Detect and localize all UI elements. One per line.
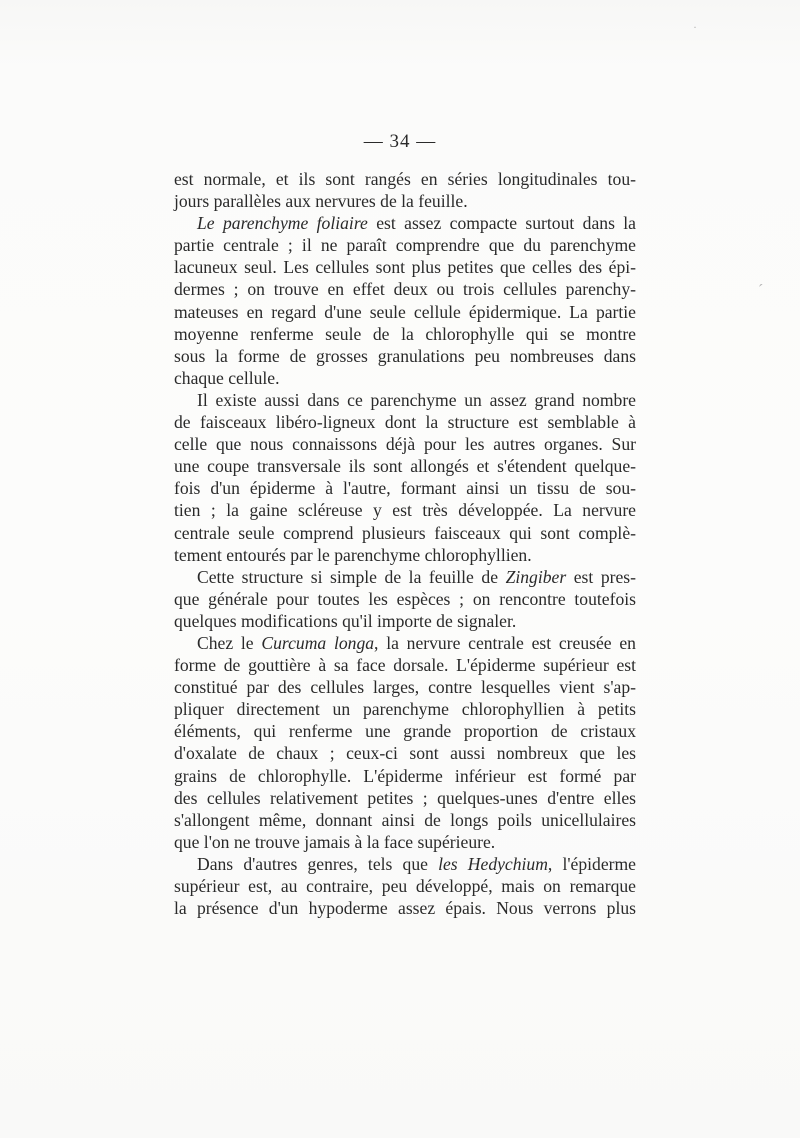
- text-line: une coupe transversale ils sont allongés et s'étendent quelque-: [174, 456, 636, 477]
- italic-term: Zingiber: [505, 566, 567, 587]
- text-line: s'allongent même, donnant ainsi de longs poils unicellulaires: [174, 809, 636, 830]
- text-line: mateuses en regard d'une seule cellule épidermique. La partie: [174, 301, 636, 322]
- italic-term: Curcuma longa: [261, 632, 375, 653]
- text-line: pliquer directement un parenchyme chlorophyllien à petits: [174, 699, 636, 720]
- text-line: grains de chlorophylle. L'épiderme inférieur est formé par: [174, 765, 636, 786]
- text-line: que générale pour toutes les espèces ; on rencontre toutefois: [174, 588, 636, 609]
- text-line: Dans d'autres genres, tels que les Hedychium, l'épiderme: [197, 853, 636, 874]
- text-line: jours parallèles aux nervures de la feuille.: [174, 191, 468, 212]
- text-line: centrale seule comprend plusieurs faisceaux qui sont complè-: [174, 522, 636, 543]
- text-line: Il existe aussi dans ce parenchyme un assez grand nombre: [197, 389, 636, 410]
- text-line: est normale, et ils sont rangés en séries longitudinales tou-: [174, 169, 636, 189]
- text-line: chaque cellule.: [174, 367, 280, 388]
- text-line: moyenne renferme seule de la chlorophylle qui se montre: [174, 323, 636, 344]
- text-line: éléments, qui renferme une grande proportion de cristaux: [174, 721, 636, 742]
- text-line: tien ; la gaine scléreuse y est très développée. La nervure: [174, 500, 636, 521]
- text-line: quelques modifications qu'il importe de signaler.: [174, 610, 517, 631]
- paper-mark: ·: [693, 20, 697, 34]
- text-line: Cette structure si simple de la feuille de Zingiber est pres-: [197, 566, 636, 587]
- text-line: des cellules relativement petites ; quelques-unes d'entre elles: [174, 787, 636, 808]
- paper-mark: ˊ: [758, 282, 764, 299]
- page-number: — 34 —: [363, 131, 437, 152]
- text-line: sous la forme de grosses granulations peu nombreuses dans: [174, 345, 636, 366]
- text-line: supérieur est, au contraire, peu développé, mais on remarque: [174, 876, 636, 896]
- text-line: Le parenchyme foliaire est assez compacte surtout dans la: [197, 213, 636, 234]
- text-line: de faisceaux libéro-ligneux dont la structure est semblable à: [174, 412, 636, 433]
- text-line: dermes ; on trouve en effet deux ou trois cellules parenchy-: [174, 279, 636, 300]
- italic-term: Le parenchyme foliaire: [197, 213, 368, 234]
- italic-term: les Hedychium: [438, 853, 548, 874]
- text-line: constitué par des cellules larges, contre lesquelles vient s'ap-: [174, 677, 636, 698]
- text-line: partie centrale ; il ne paraît comprendre que du parenchyme: [174, 235, 636, 256]
- text-line: forme de gouttière à sa face dorsale. L'épiderme supérieur est: [174, 655, 636, 676]
- text-line: la présence d'un hypoderme assez épais. Nous verrons plus: [174, 898, 636, 919]
- text-line: celle que nous connaissons déjà pour les autres organes. Sur: [174, 434, 636, 455]
- text-line: tement entourés par le parenchyme chlorophyllien.: [174, 544, 532, 565]
- text-line: Chez le Curcuma longa, la nervure centrale est creusée en: [197, 632, 636, 653]
- body-text: [174, 168, 636, 919]
- text-line: que l'on ne trouve jamais à la face supérieure.: [174, 831, 496, 852]
- text-line: d'oxalate de chaux ; ceux-ci sont aussi nombreux que les: [174, 743, 636, 764]
- text-line: fois d'un épiderme à l'autre, formant ainsi un tissu de sou-: [174, 478, 636, 499]
- text-line: lacuneux seul. Les cellules sont plus petites que celles des épi-: [174, 257, 636, 278]
